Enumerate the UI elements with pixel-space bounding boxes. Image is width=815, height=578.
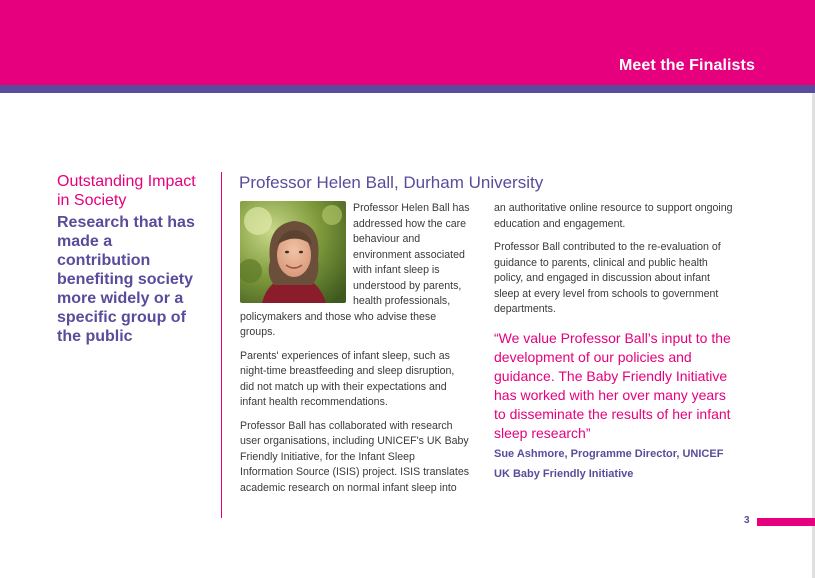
- portrait-photo: [240, 201, 346, 303]
- article-left-column: [240, 201, 470, 504]
- pull-quote: “We value Professor Ball’s input to the development of our policies and guidance. The Baby Friendly Initiative has worked with her over many years to disseminate the results of her infant sleep research”: [494, 329, 731, 441]
- page-number: 3: [744, 515, 750, 526]
- paragraph: Professor Ball contributed to the re-evaluation of guidance to parents, clinical and public health policy, and engaged in discussion about infant sleep at every level from schools to government departments.: [494, 241, 721, 315]
- column-divider: [221, 172, 222, 518]
- award-description: Research that has made a contribution benefiting society more widely or a specific group of the public: [57, 214, 195, 345]
- paragraph: Professor Ball has collaborated with research user organisations, including UNICEF's UK Baby Friendly Initiative, for the Infant Sleep Information Source (ISIS) project. ISIS translates academic research on normal infant sleep into: [240, 419, 470, 494]
- page-number-bar: [757, 518, 815, 526]
- quote-attribution: Sue Ashmore, Programme Director, UNICEF UK Baby Friendly Initiative: [494, 447, 724, 480]
- header-title: Meet the Finalists: [618, 57, 755, 74]
- sidebar: [57, 172, 207, 346]
- award-category: Outstanding Impact in Society: [57, 173, 196, 209]
- paragraph: Professor Helen Ball has addressed how the care behaviour and environment associated with infant sleep is understood by parents, health professionals, policymakers and those who advise these groups.: [240, 202, 470, 338]
- article-title: Professor Helen Ball, Durham University: [239, 173, 544, 192]
- header-rule: [0, 85, 815, 93]
- paragraph: an authoritative online resource to support ongoing education and engagement.: [494, 202, 733, 230]
- paragraph: Parents' experiences of infant sleep, such as night-time breastfeeding and sleep disruption, did not match up with their expectations and infant health recommendations.: [240, 349, 455, 408]
- article-right-column: [494, 201, 734, 484]
